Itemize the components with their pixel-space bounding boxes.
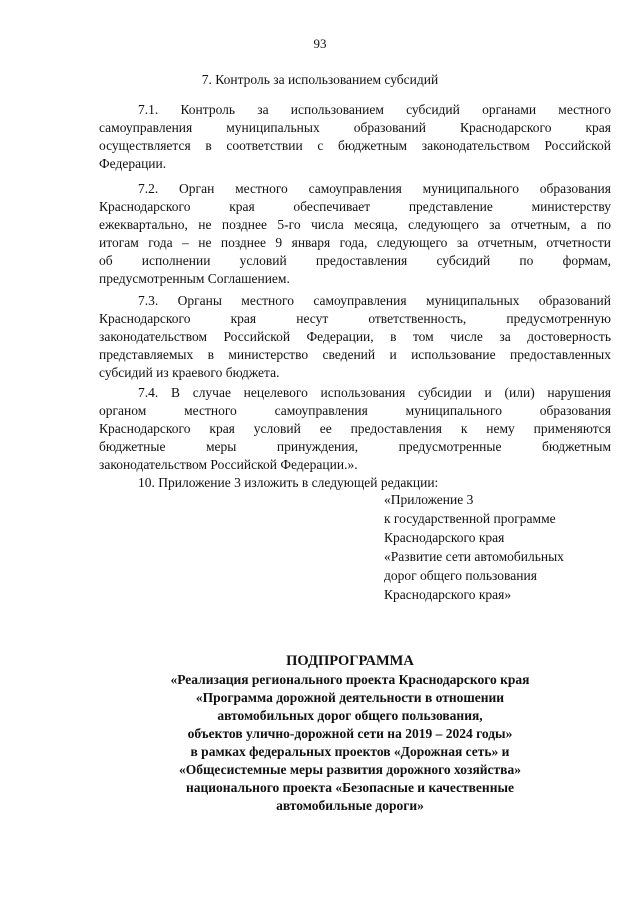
- paragraph-line: Краснодарского края условий ее предоставления к нему применяются: [99, 421, 611, 436]
- paragraph-line: бюджетные меры принуждения, предусмотренные бюджетным: [99, 439, 611, 454]
- paragraph-line: Федерации.: [99, 156, 167, 171]
- paragraph-line: предусмотренным Соглашением.: [99, 271, 290, 286]
- paragraph-line: законодательством Российской Федерации, в том числе за достоверность: [99, 329, 611, 344]
- paragraph-line: Краснодарского края обеспечивает представление министерству: [99, 199, 611, 214]
- subprogram-line: автомобильных дорог общего пользования,: [217, 708, 483, 723]
- subprogram-heading: ПОДПРОГРАММА: [286, 653, 414, 669]
- paragraph-line: Краснодарского края несут ответственность, предусмотренную: [99, 311, 611, 326]
- subprogram-line: автомобильные дороги»: [276, 798, 424, 813]
- paragraph-7-3: [99, 292, 611, 382]
- subprogram-line: в рамках федеральных проектов «Дорожная сеть» и: [190, 744, 510, 759]
- appendix-line: к государственной программе: [384, 511, 556, 526]
- appendix-header: [384, 490, 564, 604]
- subprogram-line: «Программа дорожной деятельности в отношении: [195, 690, 505, 705]
- page-number: 93: [313, 36, 327, 51]
- appendix-line: дорог общего пользования: [384, 568, 537, 583]
- paragraph-line: законодательством Российской Федерации.».: [99, 457, 358, 472]
- paragraph-7-1: [99, 101, 611, 173]
- paragraph-line: самоуправления муниципальных образований Краснодарского края: [99, 120, 611, 135]
- subprogram-line: «Общесистемные меры развития дорожного хозяйства»: [179, 762, 521, 777]
- appendix-line: «Приложение 3: [384, 492, 474, 507]
- subprogram-title-block: [0, 652, 640, 815]
- appendix-line: Краснодарского края»: [384, 587, 512, 602]
- paragraph-line: осуществляется в соответствии с бюджетным законодательством Российской: [99, 138, 611, 153]
- paragraph-line: ежеквартально, не позднее 5-го числа месяца, следующего за отчетным, а по: [99, 217, 611, 232]
- paragraph-line: представляемых в министерство сведений и использование предоставленных: [99, 347, 611, 362]
- paragraph-line: 7.1. Контроль за использованием субсидий органами местного: [138, 102, 611, 117]
- subprogram-line: объектов улично-дорожной сети на 2019 – 2024 годы»: [187, 726, 513, 741]
- paragraph-line: 7.4. В случае нецелевого использования субсидии и (или) нарушения: [138, 385, 611, 400]
- paragraph-7-2: [99, 180, 611, 288]
- paragraph-line: 10. Приложение 3 изложить в следующей редакции:: [138, 475, 439, 490]
- appendix-line: «Развитие сети автомобильных: [384, 549, 564, 564]
- subprogram-line: «Реализация регионального проекта Краснодарского края: [170, 672, 530, 687]
- paragraph-line: 7.3. Органы местного самоуправления муниципальных образований: [138, 293, 611, 308]
- paragraph-line: об исполнении условий предоставления субсидий по формам,: [99, 253, 611, 268]
- paragraph-line: органом местного самоуправления муниципального образования: [99, 403, 611, 418]
- subprogram-line: национального проекта «Безопасные и качественные: [185, 780, 515, 795]
- paragraph-line: итогам года – не позднее 9 января года, следующего за отчетным, отчетности: [99, 235, 611, 250]
- appendix-line: Краснодарского края: [384, 530, 505, 545]
- paragraph-line: субсидий из краевого бюджета.: [99, 365, 280, 380]
- paragraph-line: 7.2. Орган местного самоуправления муниципального образования: [138, 181, 611, 196]
- paragraph-7-4: [99, 384, 611, 474]
- section-title: 7. Контроль за использованием субсидий: [201, 72, 439, 87]
